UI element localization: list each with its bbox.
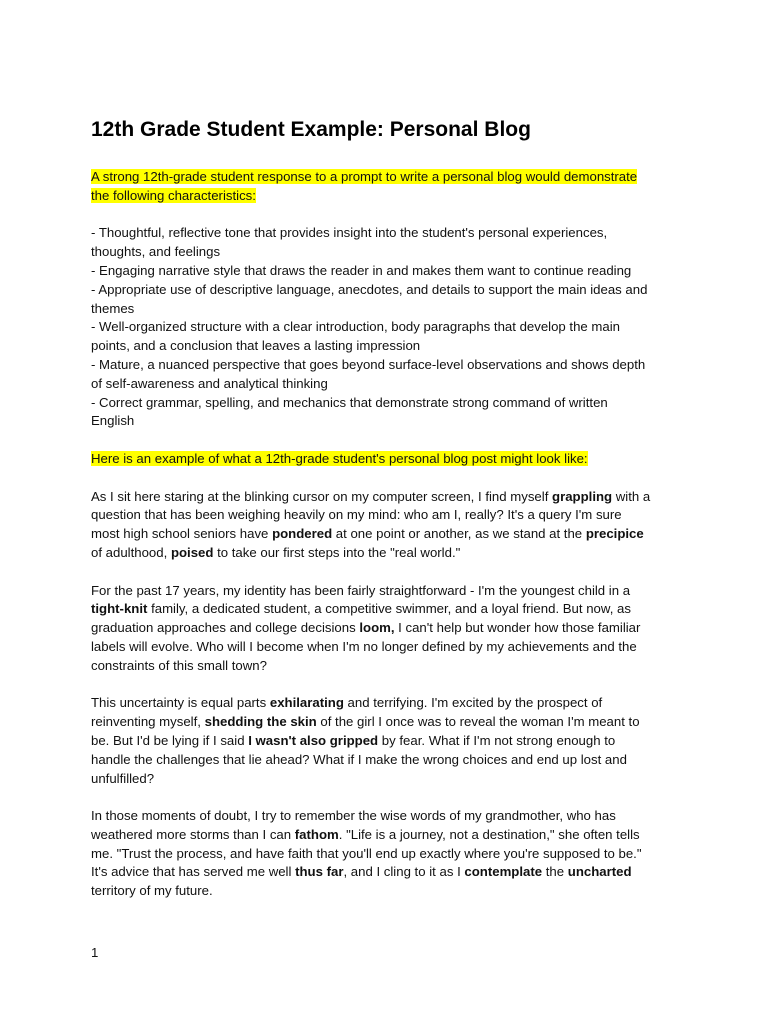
text-run: I can't help but wonder how those familiar bbox=[394, 620, 641, 636]
list-item-line: of self-awareness and analytical thinking bbox=[91, 375, 328, 391]
document-title: 12th Grade Student Example: Personal Blog bbox=[91, 118, 531, 141]
bold-word: exhilarating bbox=[269, 695, 344, 711]
bold-word: grappling bbox=[552, 488, 613, 504]
list-item-line: thoughts, and feelings bbox=[91, 244, 221, 260]
paragraph-line bbox=[91, 544, 691, 563]
paragraph-line: labels will evolve. Who will I become when I'm no longer defined by my achievements and the bbox=[91, 638, 637, 654]
text-run: most high school seniors have bbox=[91, 526, 273, 542]
paragraph-line: constraints of this small town? bbox=[91, 657, 267, 673]
text-run: the bbox=[542, 864, 568, 880]
blog-paragraph-2 bbox=[91, 582, 691, 676]
bold-word: shedding the skin bbox=[204, 714, 317, 730]
highlighted-text: the following characteristics: bbox=[91, 187, 256, 203]
blog-paragraph-1 bbox=[91, 488, 691, 563]
paragraph-line bbox=[91, 488, 691, 507]
paragraph-line: In those moments of doubt, I try to remember the wise words of my grandmother, who has bbox=[91, 808, 616, 824]
paragraph-line bbox=[91, 694, 691, 713]
bold-word: contemplate bbox=[464, 864, 543, 880]
bold-word: precipice bbox=[585, 526, 644, 542]
list-item-line: English bbox=[91, 413, 135, 429]
list-item-line: - Thoughtful, reflective tone that provides insight into the student's personal experiences, bbox=[91, 225, 608, 241]
text-run: be. But I'd be lying if I said bbox=[91, 732, 249, 748]
text-run: by fear. What if I'm not strong enough to bbox=[378, 732, 616, 748]
list-item-line: - Mature, a nuanced perspective that goes beyond surface-level observations and shows depth bbox=[91, 356, 646, 372]
text-run: As I sit here staring at the blinking cursor on my computer screen, I find myself bbox=[91, 488, 553, 504]
paragraph-line bbox=[91, 732, 691, 751]
text-run: This uncertainty is equal parts bbox=[91, 695, 270, 711]
blog-paragraph-3 bbox=[91, 694, 691, 788]
characteristics-list bbox=[91, 224, 691, 431]
bold-word: fathom bbox=[294, 826, 339, 842]
highlighted-text: A strong 12th-grade student response to a prompt to write a personal blog would demonstrate bbox=[91, 169, 638, 184]
text-run: with a bbox=[612, 488, 651, 504]
text-run: and terrifying. I'm excited by the prospect of bbox=[343, 695, 603, 711]
paragraph-line bbox=[91, 525, 691, 544]
list-item-line: - Correct grammar, spelling, and mechanics that demonstrate strong command of written bbox=[91, 394, 608, 410]
document-body bbox=[91, 168, 691, 920]
text-run: reinventing myself, bbox=[91, 714, 205, 730]
example-intro-paragraph bbox=[91, 450, 691, 469]
paragraph-line: For the past 17 years, my identity has been fairly straightforward - I'm the youngest child in a bbox=[91, 582, 631, 598]
bold-word: I wasn't also gripped bbox=[248, 732, 379, 748]
paragraph-line: unfulfilled? bbox=[91, 770, 155, 786]
paragraph-line bbox=[91, 600, 691, 619]
text-run: weathered more storms than I can bbox=[91, 826, 295, 842]
bold-word: tight-knit bbox=[91, 601, 148, 617]
text-run: of adulthood, bbox=[91, 544, 171, 560]
bold-word: thus far bbox=[295, 864, 344, 880]
intro-line bbox=[91, 168, 691, 187]
blog-paragraph-4 bbox=[91, 807, 691, 901]
paragraph-line: question that has been weighing heavily on my mind: who am I, really? It's a query I'm sure bbox=[91, 507, 622, 523]
text-run: to take our first steps into the "real world." bbox=[213, 544, 461, 560]
text-run: , and I cling to it as I bbox=[343, 864, 465, 880]
example-intro-line bbox=[91, 450, 691, 469]
text-run: at one point or another, as we stand at the bbox=[332, 526, 586, 542]
list-item-line: themes bbox=[91, 300, 135, 316]
paragraph-line bbox=[91, 619, 691, 638]
bold-word: poised bbox=[170, 544, 214, 560]
bold-word: uncharted bbox=[567, 864, 632, 880]
paragraph-line bbox=[91, 826, 691, 845]
highlighted-text: Here is an example of what a 12th-grade student's personal blog post might look like: bbox=[91, 450, 588, 466]
text-run: of the girl I once was to reveal the woman I'm meant to bbox=[316, 714, 640, 730]
text-run: . "Life is a journey, not a destination," she often tells bbox=[338, 826, 640, 842]
paragraph-line bbox=[91, 863, 691, 882]
text-run: family, a dedicated student, a competitive swimmer, and a loyal friend. But now, as bbox=[147, 601, 631, 617]
list-item-line: - Appropriate use of descriptive language, anecdotes, and details to support the main ideas and bbox=[91, 281, 648, 297]
page-number: 1 bbox=[91, 945, 99, 960]
list-item-line: - Well-organized structure with a clear introduction, body paragraphs that develop the main bbox=[91, 319, 621, 335]
bold-word: loom, bbox=[359, 620, 395, 636]
paragraph-line: territory of my future. bbox=[91, 883, 213, 899]
list-item-line: - Engaging narrative style that draws the reader in and makes them want to continue reading bbox=[91, 262, 632, 278]
text-run: It's advice that has served me well bbox=[91, 864, 296, 880]
paragraph-line bbox=[91, 713, 691, 732]
intro-line bbox=[91, 187, 691, 206]
paragraph-line: handle the challenges that lie ahead? What if I make the wrong choices and end up lost and bbox=[91, 751, 627, 767]
list-item-line: points, and a conclusion that leaves a lasting impression bbox=[91, 338, 421, 354]
paragraph-line: me. "Trust the process, and have faith that you'll end up exactly where you're supposed to be." bbox=[91, 845, 642, 861]
intro-paragraph bbox=[91, 168, 691, 206]
bold-word: pondered bbox=[272, 526, 333, 542]
text-run: graduation approaches and college decisions bbox=[91, 620, 360, 636]
